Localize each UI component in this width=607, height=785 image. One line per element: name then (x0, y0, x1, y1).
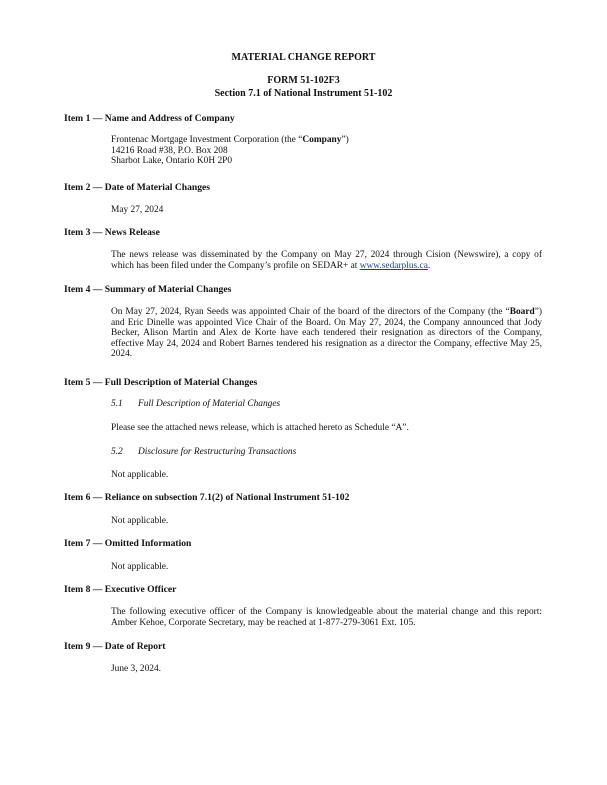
item8-heading: Item 8 — Executive Officer (64, 584, 177, 595)
item4-body: On May 27, 2024, Ryan Seeds was appointed Chair of the board of the directors of the Company (the “Board”) and Eric Dinelle was appointed Vice Chair of the Board. On May 27, 2024, the Company announced that Jody Becker, Alison Martin and Alex de Korte have each tendered their resignation as directors of the Company, effective May 24, 2024 and Robert Barnes tendered his resignation as a director the Company, effective May 25, 2024. (111, 307, 542, 360)
item9-heading: Item 9 — Date of Report (64, 641, 166, 652)
company-name-line: Frontenac Mortgage Investment Corporation (the “Company”) (111, 135, 349, 145)
item3-heading: Item 3 — News Release (64, 227, 160, 238)
item1-heading: Item 1 — Name and Address of Company (64, 113, 235, 124)
item1-body (111, 135, 542, 167)
sedar-link[interactable]: www.sedarplus.ca (359, 260, 428, 271)
address-line-2: Sharbot Lake, Ontario K0H 2P0 (111, 156, 233, 167)
item3-body: The news release was disseminated by the Company on May 27, 2024 through Cision (Newswire), a copy of which has been filed under the Company’s profile on SEDAR+ at www.sedarplus.ca. (111, 250, 542, 271)
item9-body: June 3, 2024. (111, 664, 161, 674)
item4-heading: Item 4 — Summary of Material Changes (64, 284, 232, 295)
form-number: FORM 51-102F3 (267, 75, 340, 86)
subsection-5-1-body: Please see the attached news release, which is attached hereto as Schedule “A”. (111, 423, 409, 433)
item6-body: Not applicable. (111, 516, 169, 526)
item6-heading: Item 6 — Reliance on subsection 7.1(2) of National Instrument 51-102 (64, 492, 350, 503)
report-title: MATERIAL CHANGE REPORT (231, 52, 376, 63)
item8-body: The following executive officer of the Company is knowledgeable about the material change and this report: Amber Kehoe, Corporate Secretary, may be reached at 1-877-279-3061 Ext. 105. (111, 607, 542, 628)
company-defined-term: Company (302, 135, 342, 145)
subsection-5-1: 5.1 Full Description of Material Changes (111, 399, 281, 409)
item2-body: May 27, 2024 (111, 205, 164, 215)
item7-heading: Item 7 — Omitted Information (64, 538, 192, 549)
subsection-5-2-body: Not applicable. (111, 470, 169, 480)
item2-heading: Item 2 — Date of Material Changes (64, 182, 211, 193)
item5-heading: Item 5 — Full Description of Material Changes (64, 377, 258, 388)
address-line-1: 14216 Road #38, P.O. Box 208 (111, 145, 228, 156)
subsection-5-2: 5.2 Disclosure for Restructuring Transactions (111, 447, 297, 457)
item7-body: Not applicable. (111, 562, 169, 572)
board-defined-term: Board (509, 307, 535, 317)
section-reference: Section 7.1 of National Instrument 51-102 (214, 88, 393, 99)
